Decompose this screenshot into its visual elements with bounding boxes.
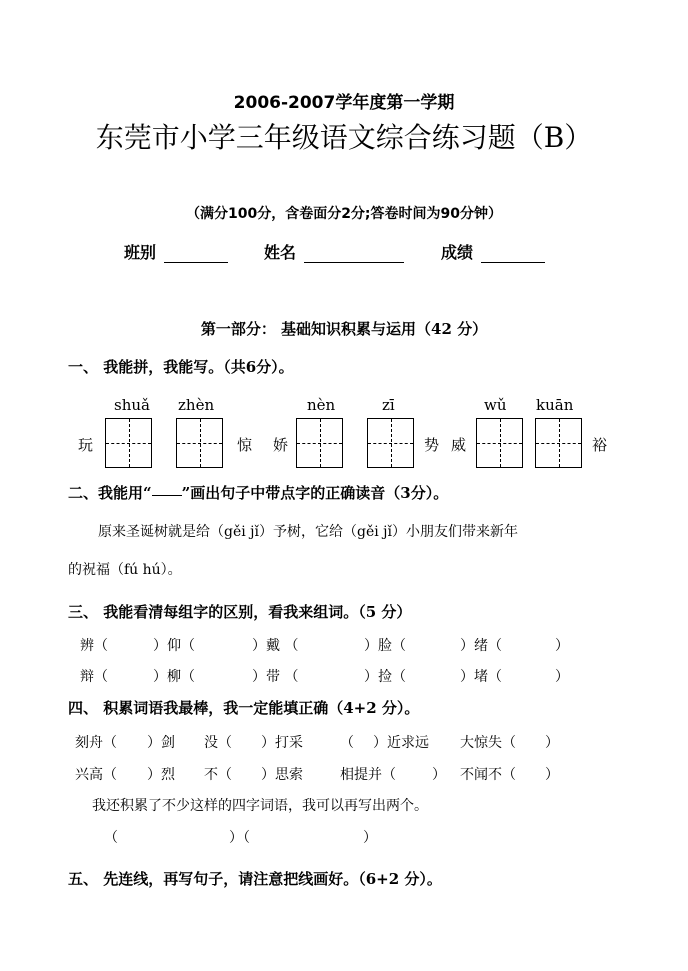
q3-row1-3: ）戴 （ <box>252 638 299 654</box>
q4-row1-3: 没（ <box>204 735 232 751</box>
q3-title: 三、 我能看清每组字的区别，看我来组词。（5 分） <box>68 603 412 621</box>
q3-row2-6: ） <box>555 669 569 685</box>
q4-row1-5: （ <box>340 735 354 751</box>
name-blank[interactable] <box>304 246 404 263</box>
q4-paren-close: ） <box>363 830 377 846</box>
q3-row2-3: ）带 （ <box>252 669 299 685</box>
q5-title: 五、 先连线，再写句子，请注意把线画好。（6+2 分）。 <box>68 870 442 888</box>
q4-title: 四、 积累词语我最棒，我一定能填正确（4+2 分）。 <box>68 699 420 717</box>
q4-row1-4: ）打采 <box>261 735 303 751</box>
q3-row1-4: ）脸（ <box>364 638 406 654</box>
q4-row1-6: ）近求远 <box>373 735 429 751</box>
q3-row1-2: ）仰（ <box>153 638 195 654</box>
q3-row2-5: ）堵（ <box>460 669 502 685</box>
score-field <box>441 240 545 263</box>
char-1: 玩 <box>78 436 94 454</box>
q4-row1-8: ） <box>545 735 559 751</box>
name-field <box>264 240 404 263</box>
char-4: 势 <box>424 436 440 454</box>
page-title: 东莞市小学三年级语文综合练习题（B） <box>95 121 593 154</box>
q3-row2-2: ）柳（ <box>153 669 195 685</box>
q3-row1-6: ） <box>555 638 569 654</box>
pinyin-5: wǔ <box>484 396 507 414</box>
q3-row2-1: 辩（ <box>80 669 108 685</box>
pinyin-6: kuān <box>536 396 574 414</box>
writing-box-6[interactable] <box>535 418 582 468</box>
q4-row2-3: 不（ <box>204 767 232 783</box>
class-label: 班别 <box>124 243 157 262</box>
q4-extra: 我还积累了不少这样的四字词语，我可以再写出两个。 <box>92 798 428 814</box>
q4-row2-2: ）烈 <box>147 767 175 783</box>
q4-row2-7: 不闻不（ <box>460 767 516 783</box>
q2-line2: 的祝福（fú hú）。 <box>68 562 182 578</box>
q2-title-b: ”画出句子中带点字的正确读音（3分）。 <box>181 484 449 502</box>
writing-box-4[interactable] <box>367 418 414 468</box>
q4-row1-1: 刻舟（ <box>75 735 117 751</box>
q2-title <box>68 482 448 503</box>
writing-box-2[interactable] <box>176 418 223 468</box>
class-blank[interactable] <box>164 246 228 263</box>
char-3: 娇 <box>273 436 289 454</box>
writing-box-3[interactable] <box>296 418 343 468</box>
exam-note: （满分100分，含卷面分2分;答卷时间为90分钟） <box>185 206 503 222</box>
score-blank[interactable] <box>481 246 545 263</box>
writing-box-5[interactable] <box>476 418 523 468</box>
part1-heading: 第一部分： 基础知识积累与运用（42 分） <box>200 320 488 338</box>
pinyin-4: zī <box>382 396 395 414</box>
q4-row2-5: 相提并（ <box>340 767 396 783</box>
score-label: 成绩 <box>441 243 474 262</box>
pinyin-3: nèn <box>307 396 336 414</box>
q4-paren-open: （ <box>104 830 118 846</box>
underline-sample <box>152 495 182 496</box>
q4-row2-1: 兴高（ <box>75 767 117 783</box>
q1-title: 一、 我能拼，我能写。（共6分）。 <box>68 358 294 376</box>
pinyin-2: zhèn <box>178 396 215 414</box>
char-6: 裕 <box>592 436 608 454</box>
q3-row2-4: ）捡（ <box>364 669 406 685</box>
q4-row1-2: ）剑 <box>147 735 175 751</box>
school-year: 2006-2007学年度第一学期 <box>233 93 455 113</box>
q2-line1: 原来圣诞树就是给（gěi jǐ）予树，它给（gěi jǐ）小朋友们带来新年 <box>98 524 518 540</box>
q4-row2-8: ） <box>545 767 559 783</box>
pinyin-1: shuǎ <box>114 396 150 414</box>
q4-row2-6: ） <box>432 767 446 783</box>
writing-box-1[interactable] <box>105 418 152 468</box>
char-2: 惊 <box>237 436 253 454</box>
name-label: 姓名 <box>264 243 297 262</box>
char-5: 威 <box>451 436 467 454</box>
q4-row2-4: ）思索 <box>261 767 303 783</box>
q4-paren-mid: ）（ <box>229 830 250 846</box>
q4-row1-7: 大惊失（ <box>460 735 516 751</box>
class-field <box>124 240 228 263</box>
q3-row1-5: ）绪（ <box>460 638 502 654</box>
q3-row1-1: 辨（ <box>80 638 108 654</box>
q2-title-a: 二、我能用“ <box>68 484 152 502</box>
